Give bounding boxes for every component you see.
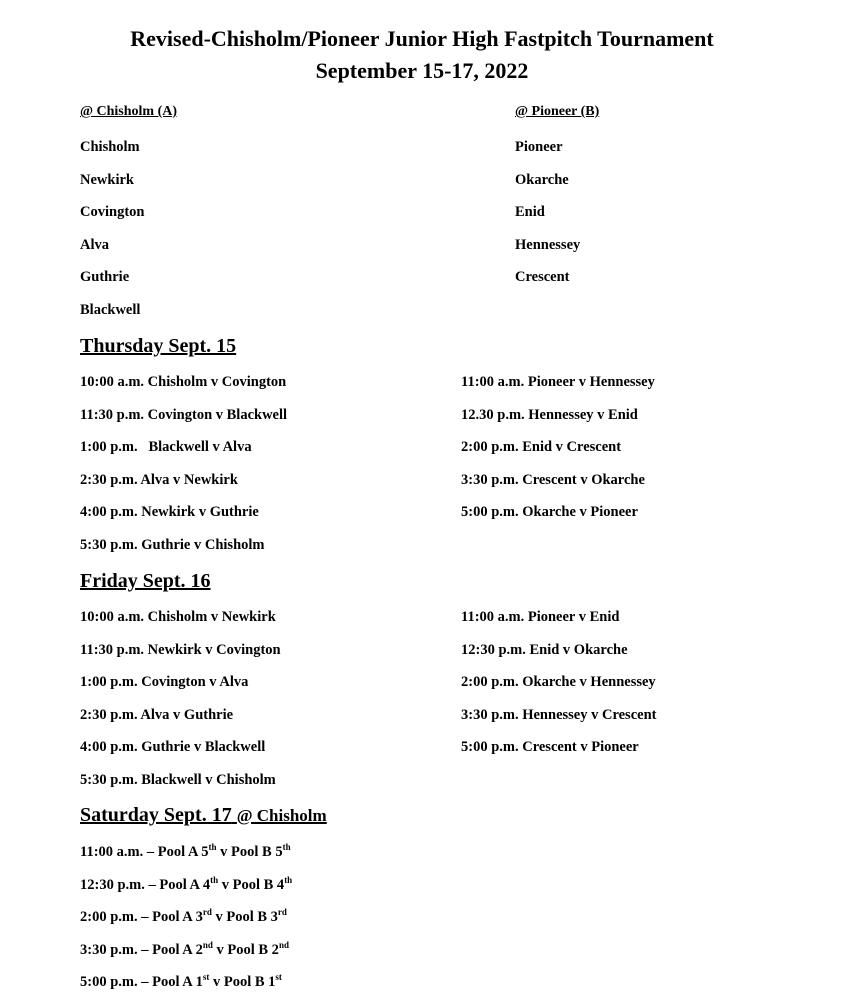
game-row: 3:30 p.m. Hennessey v Crescent bbox=[461, 706, 657, 723]
game-row bbox=[80, 974, 292, 1007]
game-text: v Pool B 3 bbox=[211, 909, 278, 926]
ordinal-suffix: th bbox=[282, 842, 291, 852]
game-row: 4:00 p.m. Newkirk v Guthrie bbox=[80, 504, 259, 521]
team-name: Chisholm bbox=[80, 139, 140, 155]
game-row: 11:00 a.m. Pioneer v Enid bbox=[461, 609, 620, 625]
ordinal-suffix: rd bbox=[277, 907, 287, 918]
saturday-heading-text: Saturday Sept. 17 bbox=[80, 804, 232, 826]
ordinal-suffix: nd bbox=[202, 939, 213, 950]
game-row: 10:00 a.m. Chisholm v Covington bbox=[80, 374, 287, 390]
thursday-heading: Thursday Sept. 15 bbox=[80, 335, 237, 357]
pool-a-heading: @ Chisholm (A) bbox=[80, 104, 178, 119]
team-name: Covington bbox=[80, 204, 145, 221]
ordinal-suffix: nd bbox=[278, 939, 289, 950]
game-row: 11:00 a.m. Pioneer v Hennessey bbox=[461, 374, 655, 390]
game-text: 5:00 p.m. – Pool A 1 bbox=[80, 974, 203, 991]
game-row: 5:30 p.m. Blackwell v Chisholm bbox=[80, 771, 276, 788]
game-row: 4:00 p.m. Guthrie v Blackwell bbox=[80, 739, 266, 756]
game-row bbox=[80, 844, 292, 877]
game-text: 11:00 a.m. – Pool A 5 bbox=[80, 844, 209, 860]
ordinal-suffix: th bbox=[284, 874, 293, 885]
game-row: 1:00 p.m. Covington v Alva bbox=[80, 674, 249, 691]
game-row: 12.30 p.m. Hennessey v Enid bbox=[461, 406, 638, 423]
game-row: 5:00 p.m. Okarche v Pioneer bbox=[461, 504, 638, 521]
team-name: Okarche bbox=[515, 171, 569, 188]
game-row: 1:00 p.m. Blackwell v Alva bbox=[80, 439, 252, 456]
pool-b-team-list bbox=[515, 139, 580, 302]
game-text: v Pool B 5 bbox=[216, 844, 283, 860]
friday-heading: Friday Sept. 16 bbox=[80, 570, 211, 592]
game-row: 2:30 p.m. Alva v Newkirk bbox=[80, 471, 238, 488]
game-text: v Pool B 1 bbox=[209, 974, 276, 991]
ordinal-suffix: th bbox=[210, 874, 219, 885]
thursday-pool-a-games bbox=[80, 374, 287, 570]
team-name: Newkirk bbox=[80, 171, 134, 188]
saturday-location: @ Chisholm bbox=[236, 806, 327, 825]
game-row bbox=[80, 939, 292, 975]
game-row: 2:00 p.m. Okarche v Hennessey bbox=[461, 674, 656, 691]
team-name: Enid bbox=[515, 204, 545, 221]
game-row bbox=[80, 874, 293, 910]
game-row: 5:30 p.m. Guthrie v Chisholm bbox=[80, 536, 265, 553]
game-text: v Pool B 4 bbox=[218, 876, 285, 893]
thursday-pool-b-games bbox=[461, 374, 655, 537]
game-text: 12:30 p.m. – Pool A 4 bbox=[80, 876, 211, 893]
game-row: 11:30 p.m. Covington v Blackwell bbox=[80, 406, 288, 423]
pool-a-team-list bbox=[80, 139, 144, 335]
team-name: Pioneer bbox=[515, 139, 563, 155]
pool-b-heading: @ Pioneer (B) bbox=[515, 104, 600, 119]
game-row: 2:00 p.m. Enid v Crescent bbox=[461, 439, 622, 456]
document-title: Revised-Chisholm/Pioneer Junior High Fastpitch Tournament bbox=[130, 26, 714, 51]
ordinal-suffix: st bbox=[275, 972, 282, 983]
friday-pool-a-games bbox=[80, 609, 281, 805]
game-row: 12:30 p.m. Enid v Okarche bbox=[461, 641, 628, 658]
team-name: Guthrie bbox=[80, 269, 130, 286]
ordinal-suffix: st bbox=[202, 972, 210, 983]
friday-pool-b-games bbox=[461, 609, 656, 772]
game-row bbox=[80, 909, 292, 942]
team-name: Hennessey bbox=[515, 236, 581, 253]
saturday-heading bbox=[80, 802, 327, 829]
game-row: 3:30 p.m. Crescent v Okarche bbox=[461, 471, 645, 488]
ordinal-suffix: rd bbox=[202, 907, 212, 918]
game-text: 3:30 p.m. – Pool A 2 bbox=[80, 941, 203, 958]
game-row: 2:30 p.m. Alva v Guthrie bbox=[80, 706, 234, 723]
game-text: 2:00 p.m. – Pool A 3 bbox=[80, 909, 203, 926]
team-name: Crescent bbox=[515, 269, 570, 286]
team-name: Alva bbox=[80, 236, 109, 253]
game-text: v Pool B 2 bbox=[212, 941, 279, 958]
team-name: Blackwell bbox=[80, 301, 141, 318]
game-row: 11:30 p.m. Newkirk v Covington bbox=[80, 641, 281, 658]
ordinal-suffix: th bbox=[208, 842, 217, 852]
document-dates: September 15-17, 2022 bbox=[315, 58, 529, 83]
game-row: 5:00 p.m. Crescent v Pioneer bbox=[461, 739, 639, 756]
saturday-games bbox=[80, 844, 292, 1007]
game-row: 10:00 a.m. Chisholm v Newkirk bbox=[80, 609, 276, 625]
